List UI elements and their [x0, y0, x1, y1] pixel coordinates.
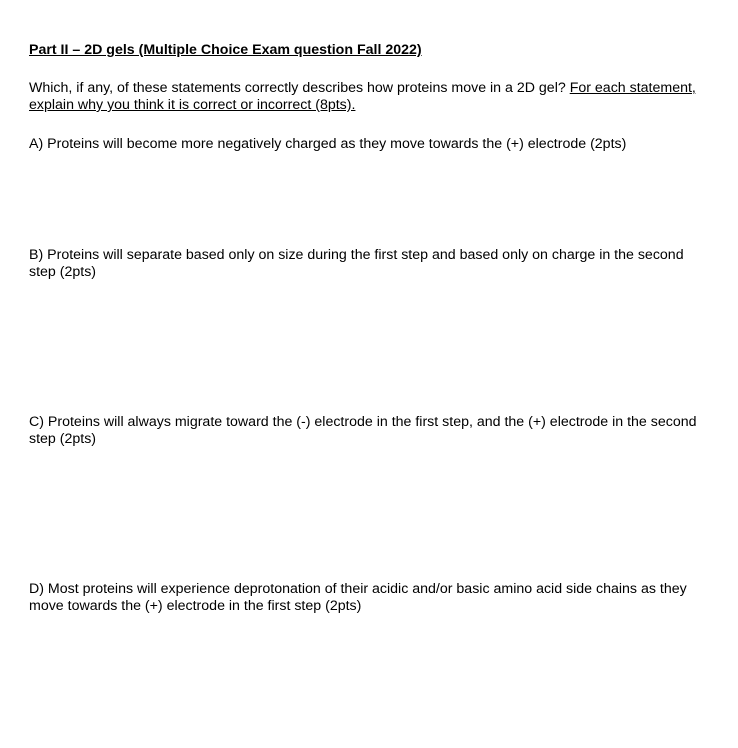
question-a: A) Proteins will become more negatively charged as they move towards the (+) electrode (2pts)	[29, 136, 627, 152]
intro-instruction: For each statement, explain why you think it is correct or incorrect (8pts).	[29, 80, 696, 113]
question-d: D) Most proteins will experience deprotonation of their acidic and/or basic amino acid side chains as they move towards the (+) electrode in the first step (2pts)	[29, 581, 687, 614]
intro-paragraph	[29, 80, 699, 114]
section-title: Part II – 2D gels (Multiple Choice Exam question Fall 2022)	[29, 42, 422, 58]
question-c: C) Proteins will always migrate toward the (-) electrode in the first step, and the (+) electrode in the second step (2pts)	[29, 414, 697, 447]
intro-text: Which, if any, of these statements correctly describes how proteins move in a 2D gel?	[29, 80, 570, 96]
question-b: B) Proteins will separate based only on size during the first step and based only on charge in the second step (2pts)	[29, 247, 684, 280]
